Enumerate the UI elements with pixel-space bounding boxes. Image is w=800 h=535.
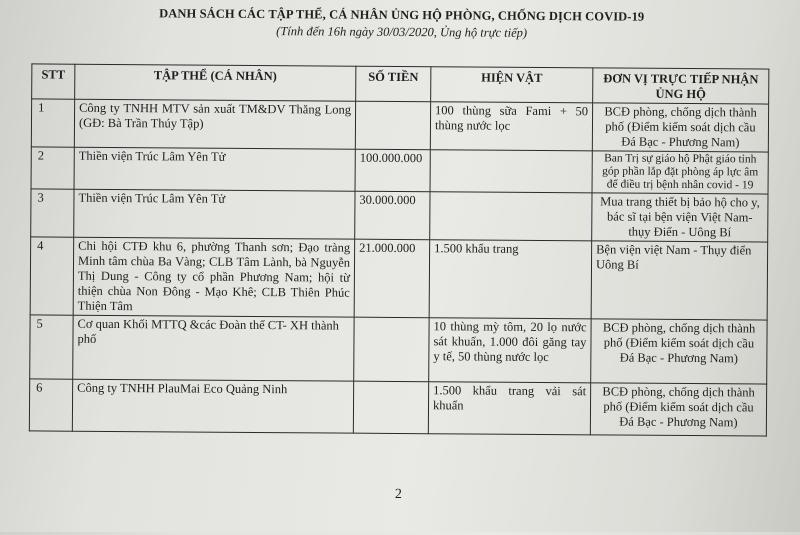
cell-recipient: BCĐ phòng, chống dịch thành phố (Điểm kiểm soát dịch cầu Đá Bạc - Phương Nam) <box>592 103 768 152</box>
cell-goods <box>430 150 592 193</box>
cell-amount <box>354 317 429 382</box>
cell-stt: 5 <box>30 315 73 379</box>
header-name: TẬP THỂ (CÁ NHÂN) <box>75 64 356 101</box>
cell-goods: 1.500 khẩu trang <box>429 240 592 319</box>
page-number: 2 <box>394 486 402 503</box>
cell-stt: 6 <box>29 379 72 431</box>
table-row <box>29 379 766 436</box>
cell-stt: 1 <box>31 99 74 147</box>
cell-name: Công ty TNHH MTV sản xuất TM&DV Thăng Long (GĐ: Bà Trần Thúy Tập) <box>74 99 355 149</box>
cell-amount: 100.000.000 <box>355 149 430 192</box>
table-row <box>30 237 768 320</box>
cell-stt: 3 <box>31 189 74 237</box>
cell-name: Chi hội CTĐ khu 6, phường Thanh sơn; Đạo tràng Minh tâm chùa Ba Vàng; CLB Tâm Lành, bà Nguyễn Thị Dung - Công ty cổ phần Phương Nam; hội từ thiện chùa Non Đông - Mạo Khê; CLB Thiên Phúc Thiện Tâm <box>73 237 355 317</box>
table-row <box>30 315 767 384</box>
cell-name: Cơ quan Khối MTTQ &các Đoàn thể CT- XH thành phố <box>73 315 354 381</box>
cell-amount: 21.000.000 <box>354 239 430 318</box>
table-row <box>31 189 768 242</box>
cell-goods: 100 thùng sữa Fami + 50 thùng nước lọc <box>430 102 592 151</box>
cell-stt: 4 <box>30 237 74 315</box>
header-amount: SỐ TIỀN <box>356 66 431 102</box>
cell-amount <box>355 101 430 150</box>
header-recipient: ĐƠN VỊ TRỰC TIẾP NHẬN ỦNG HỘ <box>593 68 769 104</box>
cell-recipient: Mua trang thiết bị bảo hộ cho y, bác sĩ tại bện viện Việt Nam-thụy Điển - Uông Bí <box>592 193 768 242</box>
donation-table <box>29 63 770 436</box>
cell-stt: 2 <box>31 147 74 189</box>
cell-amount: 30.000.000 <box>355 191 430 240</box>
table-header-row <box>32 64 769 104</box>
document-subtitle: (Tính đến 16h ngày 30/03/2020, Ủng hộ trực tiếp) <box>276 24 528 40</box>
cell-recipient: Ban Trị sự giáo hộ Phật giáo tỉnh góp phần lắp đặt phòng áp lực âm để điều trị bệnh nhân covid - 19 <box>592 151 768 194</box>
cell-amount <box>353 381 428 434</box>
cell-recipient: BCĐ phòng, chống dịch thành phố (Điểm kiểm soát dịch cầu Đá Bạc - Phương Nam) <box>591 319 767 384</box>
cell-goods: 10 thùng mỳ tôm, 20 lọ nước sát khuẩn, 1.000 đôi găng tay y tế, 50 thùng nước lọc <box>429 318 591 383</box>
table-row <box>31 99 768 152</box>
table-row <box>31 147 768 194</box>
header-goods: HIỆN VẬT <box>431 67 593 103</box>
cell-recipient: BCĐ phòng, chống dịch thành phố (Điểm kiểm soát dịch cầu Đá Bạc - Phương Nam) <box>590 383 766 436</box>
document-title: DANH SÁCH CÁC TẬP THỂ, CÁ NHÂN ỦNG HỘ PHÒNG, CHỐNG DỊCH COVID-19 <box>159 6 645 24</box>
cell-goods <box>430 192 592 241</box>
cell-name: Công ty TNHH PlauMai Eco Quảng Ninh <box>72 379 353 433</box>
header-stt: STT <box>32 64 75 99</box>
cell-recipient: Bện viện việt Nam - Thụy điển Uông Bí <box>591 241 768 320</box>
cell-name: Thiền viện Trúc Lâm Yên Tử <box>74 189 355 239</box>
cell-name: Thiền viện Trúc Lâm Yên Tử <box>74 147 355 191</box>
cell-goods: 1.500 khẩu trang vải sát khuẩn <box>428 382 590 435</box>
